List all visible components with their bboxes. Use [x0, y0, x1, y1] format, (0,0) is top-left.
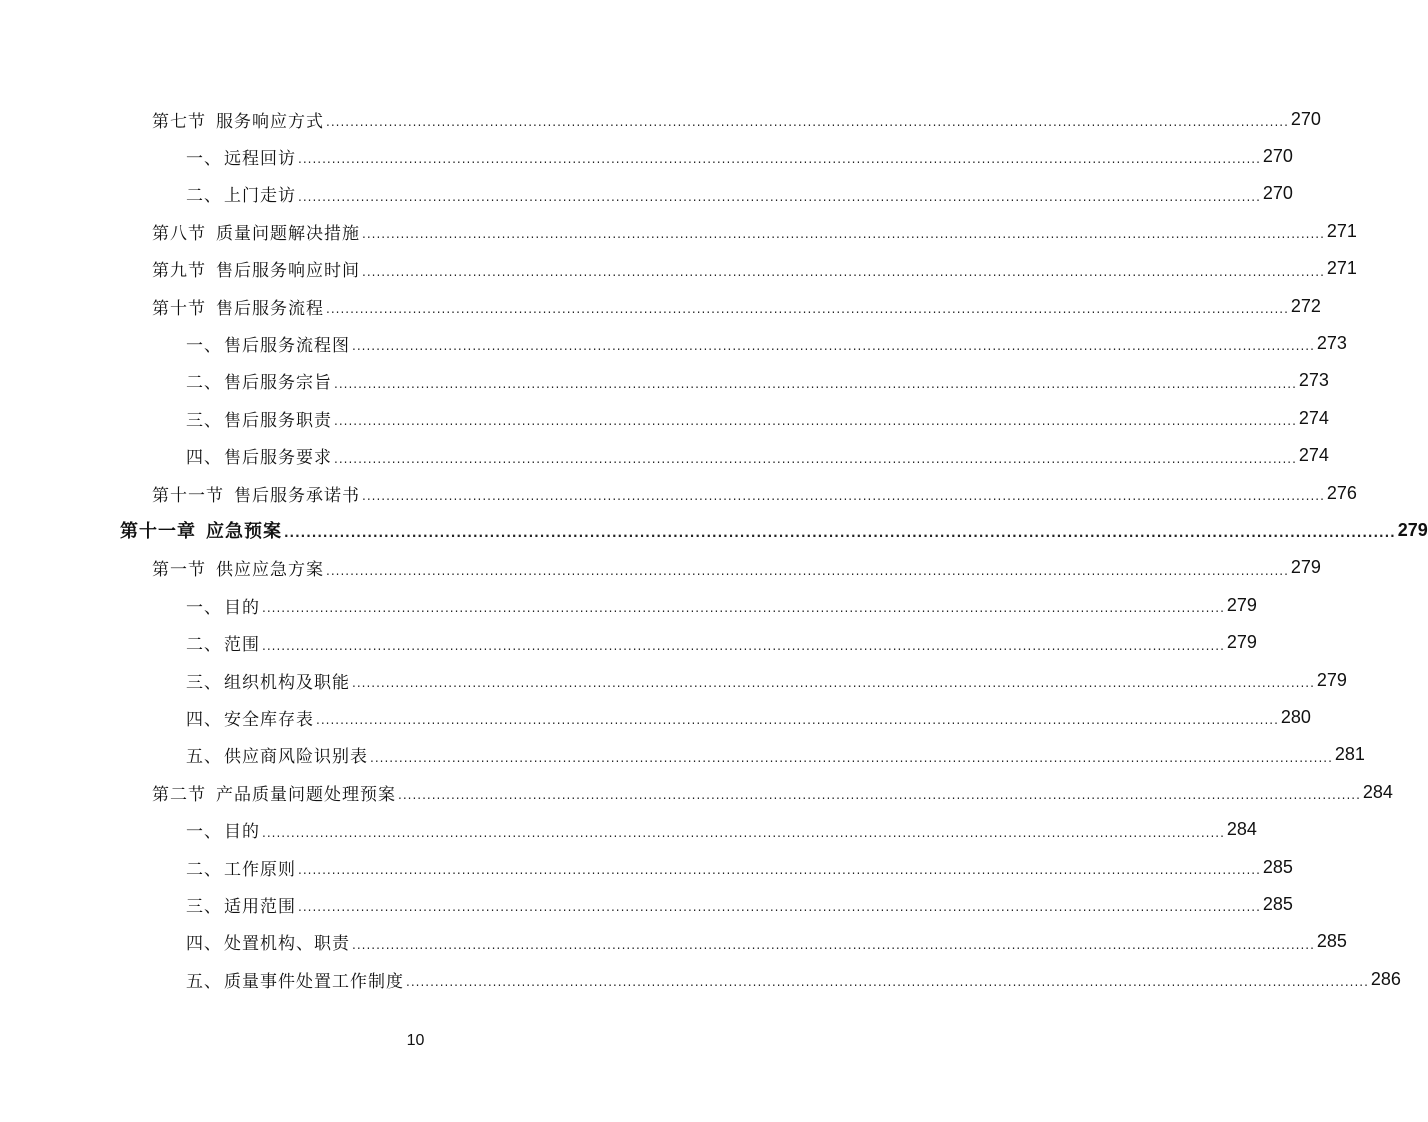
toc-entry-label: [186, 668, 350, 693]
toc-entry-title: 售后服务流程图: [224, 335, 350, 356]
toc-entry-label: [186, 331, 350, 356]
toc-entry-page: 270: [1262, 145, 1293, 166]
toc-entry-number: 二、: [186, 635, 222, 656]
toc-entry-number: 四、: [186, 709, 222, 730]
toc-entry-title: 售后服务职责: [224, 410, 332, 431]
toc-entry-page: 285: [1262, 856, 1293, 877]
dot-leader: ........................................................................................................................................................................................................: [326, 563, 1289, 578]
dot-leader: ........................................................................................................................................................................................................: [398, 788, 1361, 803]
toc-section-entry[interactable]: [152, 474, 1357, 512]
toc-entry-number: 三、: [186, 896, 222, 917]
toc-entry-page: 285: [1316, 931, 1347, 952]
toc-item-entry[interactable]: [186, 960, 1401, 998]
dot-leader: ........................................................................................................................................................................................................: [262, 825, 1225, 840]
toc-item-entry[interactable]: [186, 324, 1347, 362]
toc-item-entry[interactable]: [186, 586, 1257, 624]
toc-entry-label: [152, 256, 360, 281]
toc-entry-number: 第二节: [152, 784, 206, 805]
toc-entry-label: [186, 705, 314, 730]
dot-leader: ........................................................................................................................................................................................................: [262, 638, 1225, 653]
dot-leader: ........................................................................................................................................................................................................: [298, 189, 1261, 204]
toc-section-entry[interactable]: [152, 212, 1357, 250]
toc-entry-number: 二、: [186, 859, 222, 880]
toc-entry-label: [120, 517, 282, 543]
toc-entry-page: 272: [1290, 295, 1321, 316]
toc-item-entry[interactable]: [186, 811, 1257, 849]
toc-entry-title: 售后服务流程: [216, 298, 324, 319]
toc-entry-label: [186, 855, 296, 880]
toc-entry-label: [152, 219, 360, 244]
dot-leader: ........................................................................................................................................................................................................: [352, 339, 1315, 354]
toc-entry-page: 271: [1326, 220, 1357, 241]
toc-entry-label: [152, 780, 396, 805]
toc-entry-page: 281: [1334, 744, 1365, 765]
toc-entry-number: 第十一章: [120, 521, 196, 543]
toc-entry-label: [152, 481, 360, 506]
toc-entry-page: 271: [1326, 258, 1357, 279]
dot-leader: ........................................................................................................................................................................................................: [406, 975, 1369, 990]
toc-entry-title: 远程回访: [224, 148, 296, 169]
toc-entry-number: 第七节: [152, 111, 206, 132]
toc-item-entry[interactable]: [186, 399, 1329, 437]
toc-entry-page: 279: [1316, 669, 1347, 690]
toc-entry-title: 目的: [224, 597, 260, 618]
toc-entry-label: [186, 144, 296, 169]
toc-entry-page: 274: [1298, 407, 1329, 428]
toc-entry-number: 二、: [186, 186, 222, 207]
toc-entry-number: 第九节: [152, 261, 206, 282]
dot-leader: ........................................................................................................................................................................................................: [362, 489, 1325, 503]
toc-entry-label: [152, 294, 324, 319]
toc-entry-page: 284: [1226, 819, 1257, 840]
toc-entry-label: [186, 181, 296, 206]
toc-entry-label: [186, 630, 260, 655]
toc-entry-number: 一、: [186, 597, 222, 618]
toc-section-entry[interactable]: [152, 773, 1393, 811]
toc-entry-page: 286: [1370, 968, 1401, 989]
toc-item-entry[interactable]: [186, 661, 1347, 699]
toc-entry-title: 售后服务承诺书: [234, 485, 360, 506]
dot-leader: ........................................................................................................................................................................................................: [298, 152, 1261, 167]
toc-entry-number: 四、: [186, 448, 222, 469]
dot-leader: ........................................................................................................................................................................................................: [284, 526, 1396, 541]
toc-entry-number: 二、: [186, 373, 222, 394]
toc-item-entry[interactable]: [186, 923, 1347, 961]
toc-item-entry[interactable]: [186, 137, 1293, 175]
toc-entry-title: 质量问题解决措施: [216, 223, 360, 244]
dot-leader: ........................................................................................................................................................................................................: [370, 750, 1333, 765]
dot-leader: ........................................................................................................................................................................................................: [334, 451, 1297, 466]
dot-leader: ........................................................................................................................................................................................................: [352, 676, 1315, 690]
toc-entry-title: 服务响应方式: [216, 111, 324, 132]
dot-leader: ........................................................................................................................................................................................................: [262, 601, 1225, 616]
toc-entry-label: [152, 107, 324, 132]
toc-entry-page: 273: [1316, 332, 1347, 353]
dot-leader: ........................................................................................................................................................................................................: [298, 863, 1261, 877]
toc-entry-label: [186, 967, 404, 992]
toc-entry-label: [186, 406, 332, 431]
toc-entry-title: 售后服务要求: [224, 448, 332, 469]
toc-section-entry[interactable]: [152, 287, 1321, 325]
dot-leader: ........................................................................................................................................................................................................: [316, 713, 1279, 728]
toc-entry-number: 第八节: [152, 223, 206, 244]
toc-entry-label: [152, 555, 324, 580]
toc-entry-page: 270: [1290, 108, 1321, 129]
toc-entry-page: 279: [1397, 519, 1428, 540]
toc-entry-page: 276: [1326, 482, 1357, 503]
toc-entry-page: 270: [1262, 183, 1293, 204]
toc-entry-title: 安全库存表: [224, 709, 314, 730]
toc-entry-title: 供应应急方案: [216, 560, 324, 581]
toc-entry-title: 处置机构、职责: [224, 934, 350, 955]
toc-entry-label: [186, 929, 350, 954]
toc-item-entry[interactable]: [186, 885, 1293, 923]
toc-entry-number: 五、: [186, 747, 222, 768]
toc-entry-title: 质量事件处置工作制度: [224, 971, 404, 992]
toc-entry-label: [186, 817, 260, 842]
toc-entry-number: 第一节: [152, 560, 206, 581]
toc-entry-title: 范围: [224, 635, 260, 656]
toc-entry-page: 280: [1280, 706, 1311, 727]
toc-entry-title: 组织机构及职能: [224, 672, 350, 693]
toc-section-entry[interactable]: [152, 100, 1321, 138]
toc-entry-page: 274: [1298, 445, 1329, 466]
dot-leader: ........................................................................................................................................................................................................: [362, 264, 1325, 279]
toc-entry-label: [186, 593, 260, 618]
toc-entry-number: 四、: [186, 934, 222, 955]
toc-section-entry[interactable]: [152, 250, 1357, 288]
toc-entry-number: 第十一节: [152, 485, 224, 506]
toc-entry-number: 第十节: [152, 298, 206, 319]
dot-leader: ........................................................................................................................................................................................................: [362, 227, 1325, 242]
dot-leader: ........................................................................................................................................................................................................: [326, 302, 1289, 316]
dot-leader: ........................................................................................................................................................................................................: [326, 115, 1289, 129]
toc-item-entry[interactable]: [186, 624, 1257, 662]
toc-entry-label: [186, 443, 332, 468]
toc-entry-title: 售后服务宗旨: [224, 373, 332, 394]
toc-entry-title: 应急预案: [206, 521, 282, 543]
toc-item-entry[interactable]: [186, 437, 1329, 475]
toc-entry-number: 一、: [186, 335, 222, 356]
toc-entry-number: 一、: [186, 148, 222, 169]
toc-entry-page: 279: [1226, 632, 1257, 653]
toc-entry-page: 279: [1290, 557, 1321, 578]
dot-leader: ........................................................................................................................................................................................................: [334, 414, 1297, 429]
page-number: 10: [406, 1032, 425, 1049]
toc-chapter-entry[interactable]: [120, 511, 1428, 549]
toc-entry-title: 适用范围: [224, 896, 296, 917]
toc-entry-number: 一、: [186, 822, 222, 843]
toc-entry-title: 上门走访: [224, 186, 296, 207]
toc-entry-page: 284: [1362, 781, 1393, 802]
toc-entry-label: [186, 742, 368, 767]
toc-entry-number: 五、: [186, 971, 222, 992]
toc-item-entry[interactable]: [186, 362, 1329, 400]
dot-leader: ........................................................................................................................................................................................................: [352, 937, 1315, 952]
toc-section-entry[interactable]: [152, 549, 1321, 587]
toc-entry-number: 三、: [186, 672, 222, 693]
toc-item-entry[interactable]: [186, 175, 1293, 213]
toc-entry-title: 售后服务响应时间: [216, 261, 360, 282]
toc-entry-label: [186, 892, 296, 917]
toc-entry-page: 279: [1226, 594, 1257, 615]
toc-entry-title: 产品质量问题处理预案: [216, 784, 396, 805]
toc-item-entry[interactable]: [186, 698, 1311, 736]
dot-leader: ........................................................................................................................................................................................................: [334, 376, 1297, 391]
dot-leader: ........................................................................................................................................................................................................: [298, 900, 1261, 915]
toc-entry-title: 工作原则: [224, 859, 296, 880]
toc-entry-title: 供应商风险识别表: [224, 747, 368, 768]
toc-entry-page: 285: [1262, 893, 1293, 914]
toc-entry-title: 目的: [224, 822, 260, 843]
toc-item-entry[interactable]: [186, 736, 1365, 774]
toc-entry-label: [186, 368, 332, 393]
toc-entry-number: 三、: [186, 410, 222, 431]
toc-entry-page: 273: [1298, 370, 1329, 391]
toc-item-entry[interactable]: [186, 848, 1293, 886]
